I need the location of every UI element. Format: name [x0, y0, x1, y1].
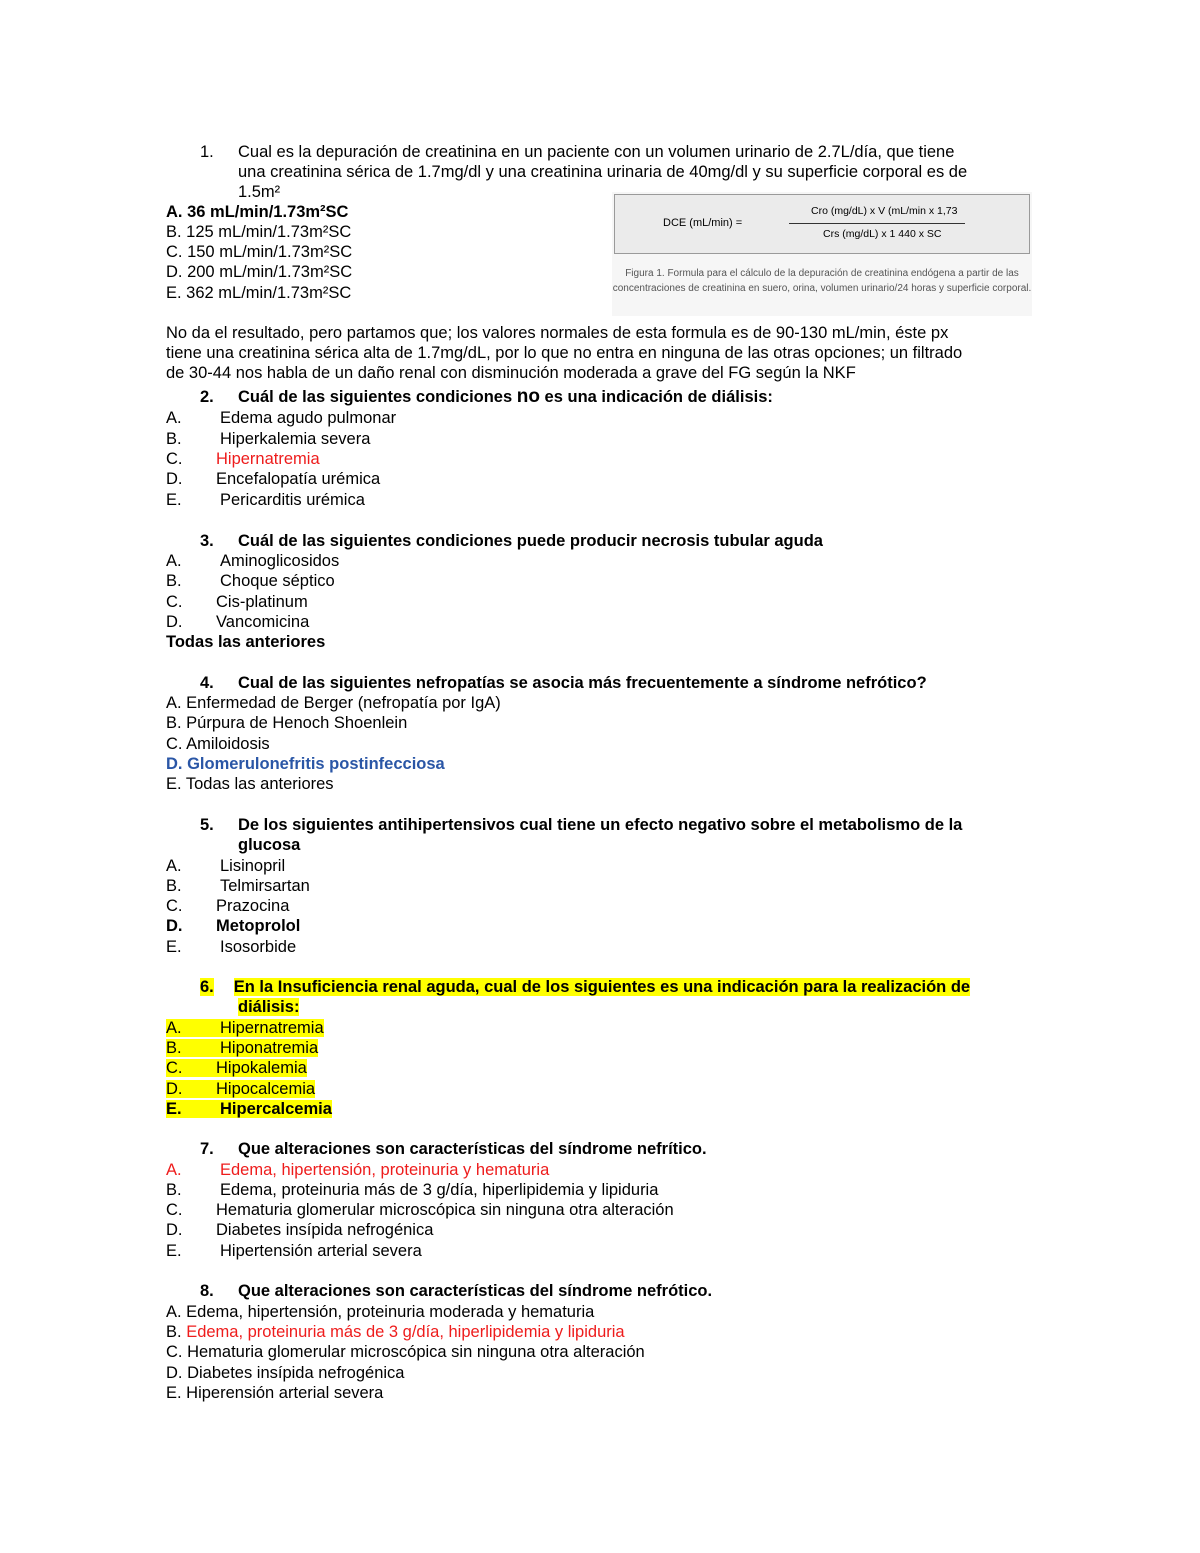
option-letter: B. [166, 1323, 182, 1341]
answer-option-c [166, 592, 308, 612]
option-letter: A. [166, 552, 182, 570]
answer-option-d [166, 612, 309, 632]
answer-option-e: E. Hiperensión arterial severa [166, 1384, 384, 1402]
question-text-part: es una indicación de diálisis: [539, 388, 773, 406]
question-number: 6. [200, 978, 214, 996]
answer-option-b [166, 1038, 318, 1058]
answer-option-a [166, 551, 339, 571]
question-6 [200, 977, 970, 997]
option-letter: A. [166, 409, 182, 427]
option-letter: B. [166, 1039, 182, 1057]
option-letter: C. [166, 593, 183, 611]
option-letter: D. [166, 1080, 183, 1098]
answer-option-d [166, 1079, 315, 1099]
option-text: Prazocina [216, 897, 290, 915]
highlighted-option [166, 1080, 315, 1098]
option-letter: A. [166, 1019, 182, 1037]
answer-option-c: C. Hematuria glomerular microscópica sin ninguna otra alteración [166, 1343, 645, 1361]
option-letter: C. [166, 1201, 183, 1219]
answer-option-a [166, 856, 285, 876]
option-text: Hiponatremia [220, 1039, 319, 1057]
emphasis-no: no [516, 386, 540, 407]
question-text: Cual es la depuración de creatinina en un paciente con un volumen urinario de 2.7L/día, que tiene [238, 143, 955, 161]
option-letter: D. [166, 917, 183, 935]
formula-figure [612, 192, 1032, 316]
answer-option-c-correct [166, 449, 320, 469]
option-text: Telmirsartan [220, 877, 310, 895]
answer-option-d-correct: D. Glomerulonefritis postinfecciosa [166, 755, 445, 773]
figure-caption: Figura 1. Formula para el cálculo de la depuración de creatinina endógena a partir de las concentraciones de creatinina en suero, orina, volumen urinario/24 horas y superficie corporal. [612, 268, 1032, 294]
option-text: Lisinopril [220, 857, 286, 875]
option-letter: E. [166, 491, 182, 509]
answer-option-b [166, 429, 370, 449]
question-number: 2. [200, 388, 214, 406]
question-text-part: diálisis: [238, 998, 300, 1016]
question-text: En la Insuficiencia renal aguda, cual de los siguientes es una indicación para la realización de [233, 978, 971, 996]
option-text: Edema, hipertensión, proteinuria y hematuria [220, 1161, 550, 1179]
option-letter: C. [166, 450, 183, 468]
option-letter: C. [166, 897, 183, 915]
answer-option-d: D. 200 mL/min/1.73m²SC [166, 263, 353, 281]
highlighted-option [166, 1019, 324, 1037]
formula-lhs: DCE (mL/min) = [663, 217, 743, 229]
explanation-line: No da el resultado, pero partamos que; los valores normales de esta formula es de 90-130 mL/min, éste px [166, 324, 949, 342]
option-letter: B. [166, 1181, 182, 1199]
question-number: 1. [200, 143, 214, 161]
question-text: Cuál de las siguientes condiciones puede producir necrosis tubular aguda [238, 532, 823, 550]
question-text-line: glucosa [238, 836, 301, 854]
answer-option-b [166, 1180, 658, 1200]
question-text-line: una creatinina sérica de 1.7mg/dl y una creatinina urinaria de 40mg/dl y su superficie corporal es de [238, 163, 968, 181]
option-text: Hipokalemia [216, 1059, 307, 1077]
option-text: Encefalopatía urémica [216, 470, 381, 488]
question-number: 4. [200, 674, 214, 692]
highlighted-option [166, 1039, 318, 1057]
question-text [238, 387, 773, 407]
answer-option-a-correct [166, 1160, 549, 1180]
question-text: Que alteraciones son características del síndrome nefrítico. [238, 1140, 707, 1158]
question-text-line: 1.5m² [238, 183, 281, 201]
answer-option-d [166, 469, 380, 489]
question-number: 3. [200, 532, 214, 550]
answer-option-a-correct: A. 36 mL/min/1.73m²SC [166, 203, 349, 221]
option-text: Vancomicina [216, 613, 310, 631]
answer-option-c: C. 150 mL/min/1.73m²SC [166, 243, 353, 261]
option-letter: E. [166, 1242, 182, 1260]
option-text: Hiperkalemia severa [220, 430, 371, 448]
option-text: Edema, proteinuria más de 3 g/día, hiperlipidemia y lipiduria [186, 1323, 625, 1341]
option-text: Aminoglicosidos [220, 552, 340, 570]
answer-option-b-correct [166, 1322, 625, 1342]
question-number: 5. [200, 816, 214, 834]
option-text: Hipocalcemia [216, 1080, 316, 1098]
option-text: Hematuria glomerular microscópica sin ninguna otra alteración [216, 1201, 674, 1219]
option-text: Metoprolol [216, 917, 301, 935]
option-letter: A. [166, 1161, 182, 1179]
option-text: Pericarditis urémica [220, 491, 365, 509]
option-letter: A. [166, 857, 182, 875]
option-letter: E. [166, 938, 182, 956]
option-letter: C. [166, 1059, 183, 1077]
answer-option-e [166, 937, 296, 957]
option-text: Edema, proteinuria más de 3 g/día, hiperlipidemia y lipiduria [220, 1181, 659, 1199]
answer-option-d-correct [166, 916, 300, 936]
answer-all-correct: Todas las anteriores [166, 633, 326, 651]
answer-option-e: E. 362 mL/min/1.73m²SC [166, 284, 352, 302]
answer-option-b [166, 571, 335, 591]
option-letter: D. [166, 613, 183, 631]
answer-option-d: D. Diabetes insípida nefrogénica [166, 1364, 405, 1382]
question-text-line [238, 997, 299, 1017]
answer-option-a [166, 408, 396, 428]
question-number: 8. [200, 1282, 214, 1300]
answer-option-e [166, 1241, 422, 1261]
answer-option-c [166, 1058, 307, 1078]
question-text: De los siguientes antihipertensivos cual tiene un efecto negativo sobre el metabolismo de la [238, 816, 963, 834]
question-text-part: Cuál de las siguientes condiciones [238, 388, 517, 406]
option-text: Edema agudo pulmonar [220, 409, 397, 427]
option-letter: D. [166, 470, 183, 488]
answer-option-e-correct [166, 1099, 332, 1119]
option-text: Isosorbide [220, 938, 297, 956]
option-text: Hipernatremia [220, 1019, 324, 1037]
formula-numerator: Cro (mg/dL) x V (mL/min x 1,73 [811, 205, 958, 217]
answer-option-c [166, 1200, 674, 1220]
answer-option-a [166, 1018, 324, 1038]
option-text: Hipertensión arterial severa [220, 1242, 422, 1260]
highlighted-option [166, 1100, 332, 1118]
option-letter: B. [166, 572, 182, 590]
option-text: Choque séptico [220, 572, 335, 590]
answer-option-b [166, 876, 310, 896]
fraction-bar [789, 223, 965, 224]
answer-option-c: C. Amiloidosis [166, 735, 270, 753]
answer-option-d [166, 1220, 433, 1240]
question-number: 7. [200, 1140, 214, 1158]
question-text: Cual de las siguientes nefropatías se asocia más frecuentemente a síndrome nefrótico? [238, 674, 927, 692]
highlighted-option [166, 1059, 307, 1077]
option-letter: D. [166, 1221, 183, 1239]
answer-option-b: B. Púrpura de Henoch Shoenlein [166, 714, 408, 732]
formula-denominator: Crs (mg/dL) x 1 440 x SC [823, 228, 942, 240]
answer-option-a: A. Edema, hipertensión, proteinuria moderada y hematuria [166, 1303, 595, 1321]
answer-option-c [166, 896, 289, 916]
formula-box [614, 194, 1030, 254]
option-letter: E. [166, 1100, 182, 1118]
answer-option-b: B. 125 mL/min/1.73m²SC [166, 223, 352, 241]
option-text: Hipercalcemia [220, 1100, 332, 1118]
explanation-line: tiene una creatinina sérica alta de 1.7mg/dL, por lo que no entra en ninguna de las otras opciones; un filtrado [166, 344, 963, 362]
answer-option-e [166, 490, 365, 510]
option-text: Hipernatremia [216, 450, 320, 468]
answer-option-a: A. Enfermedad de Berger (nefropatía por IgA) [166, 694, 501, 712]
question-text: Que alteraciones son características del síndrome nefrótico. [238, 1282, 713, 1300]
explanation-line: de 30-44 nos habla de un daño renal con disminución moderada a grave del FG según la NKF [166, 364, 856, 382]
option-letter: B. [166, 877, 182, 895]
option-text: Cis-platinum [216, 593, 308, 611]
option-text: Diabetes insípida nefrogénica [216, 1221, 434, 1239]
option-letter: B. [166, 430, 182, 448]
answer-option-e: E. Todas las anteriores [166, 775, 334, 793]
